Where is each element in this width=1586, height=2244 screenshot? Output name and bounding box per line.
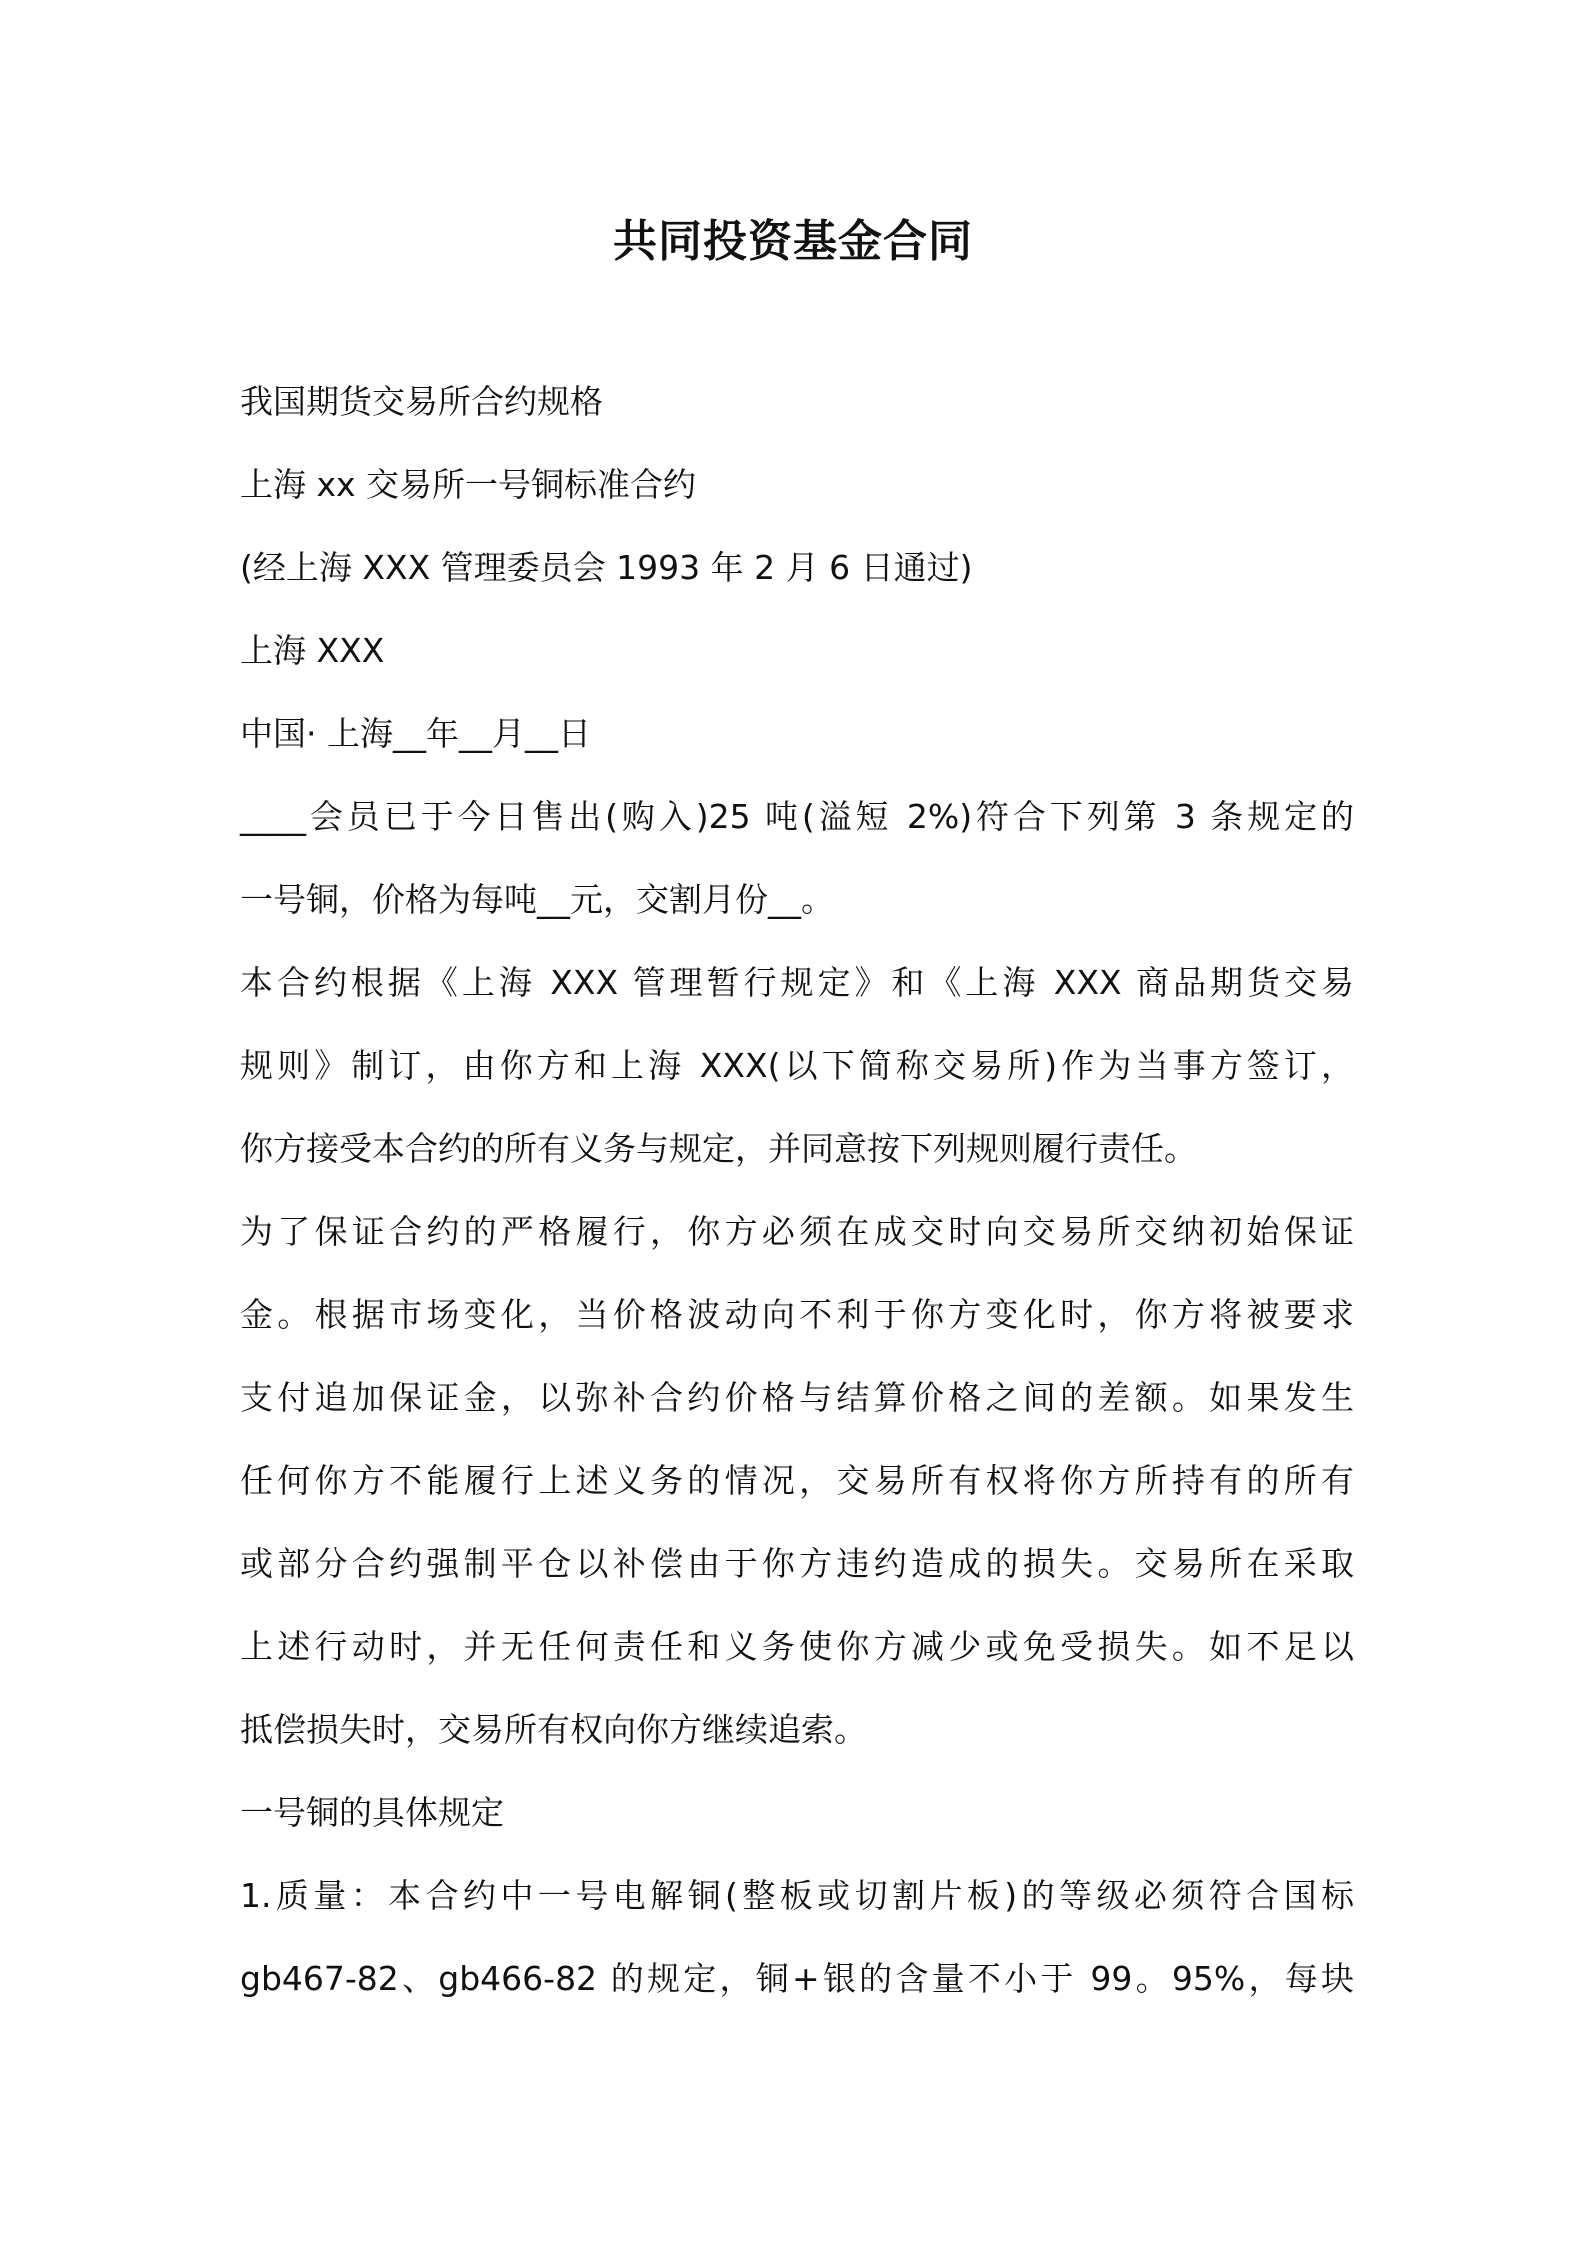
issuer-line: 上海 XXX xyxy=(240,631,385,670)
paragraph-line: gb467-82、gb466-82 的规定，铜+银的含量不小于 99。95%，每块 xyxy=(240,1959,1354,1998)
section-heading: 一号铜的具体规定 xyxy=(240,1793,504,1832)
paragraph-line: 上述行动时，并无任何责任和义务使你方减少或免受损失。如不足以 xyxy=(240,1627,1354,1666)
heading-contract-spec: 我国期货交易所合约规格 xyxy=(240,382,603,421)
paragraph-line: 抵偿损失时，交易所有权向你方继续追索。 xyxy=(240,1710,867,1749)
paragraph-line: 任何你方不能履行上述义务的情况，交易所有权将你方所持有的所有 xyxy=(240,1461,1354,1500)
paragraph-line: 为了保证合约的严格履行，你方必须在成交时向交易所交纳初始保证 xyxy=(240,1212,1354,1251)
document-title: 共同投资基金合同 xyxy=(613,216,973,267)
paragraph-line: 1.质量：本合约中一号电解铜(整板或切割片板)的等级必须符合国标 xyxy=(240,1876,1354,1915)
paragraph-line: 或部分合约强制平仓以补偿由于你方违约造成的损失。交易所在采取 xyxy=(240,1544,1354,1583)
paragraph-line: 本合约根据《上海 XXX 管理暂行规定》和《上海 XXX 商品期货交易 xyxy=(240,963,1354,1002)
paragraph-line: 支付追加保证金，以弥补合约价格与结算价格之间的差额。如果发生 xyxy=(240,1378,1354,1417)
paragraph-line: 金。根据市场变化，当价格波动向不利于你方变化时，你方将被要求 xyxy=(240,1295,1354,1334)
approval-note: (经上海 XXX 管理委员会 1993 年 2 月 6 日通过) xyxy=(240,548,973,587)
heading-standard-contract: 上海 xx 交易所一号铜标准合约 xyxy=(240,465,697,504)
paragraph-line: ____会员已于今日售出(购入)25 吨(溢短 2%)符合下列第 3 条规定的 xyxy=(240,797,1354,836)
paragraph-line: 规则》制订，由你方和上海 XXX(以下简称交易所)作为当事方签订， xyxy=(240,1046,1354,1085)
paragraph-line: 你方接受本合约的所有义务与规定，并同意按下列规则履行责任。 xyxy=(240,1129,1197,1168)
paragraph-line: 一号铜，价格为每吨__元，交割月份__。 xyxy=(240,880,834,919)
date-line: 中国· 上海__年__月__日 xyxy=(240,714,591,753)
document-body xyxy=(240,360,1354,2020)
